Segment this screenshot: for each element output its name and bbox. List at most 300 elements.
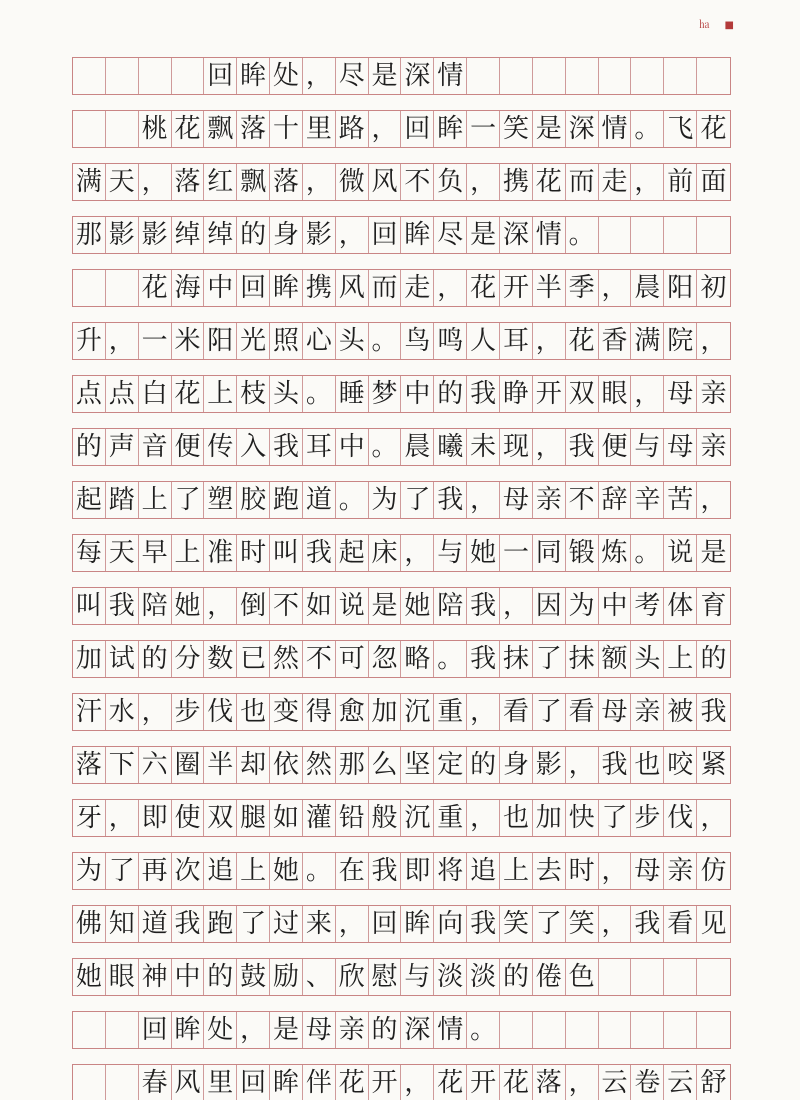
- grid-cell: 半: [204, 747, 237, 783]
- grid-cell: 风: [336, 270, 369, 306]
- grid-cell: 淡: [467, 959, 500, 995]
- grid-cell: 枝: [237, 376, 270, 412]
- grid-cell: 处: [204, 1012, 237, 1048]
- grid-cell: 那: [73, 217, 106, 253]
- grid-cell: 花: [336, 1065, 369, 1100]
- grid-cell: 追: [204, 853, 237, 889]
- grid-cell: 那: [336, 747, 369, 783]
- grid-cell: 一: [500, 535, 533, 571]
- grid-cell: 我: [467, 906, 500, 942]
- grid-cell: [106, 1065, 139, 1100]
- grid-cell: 也: [631, 747, 664, 783]
- grid-cell: 慰: [369, 959, 402, 995]
- grid-cell: 神: [139, 959, 172, 995]
- grid-cell: 咬: [664, 747, 697, 783]
- grid-cell: 中: [204, 270, 237, 306]
- grid-cell: 为: [566, 588, 599, 624]
- grid-cell: 抹: [500, 641, 533, 677]
- grid-cell: 笑: [566, 906, 599, 942]
- grid-cell: 额: [599, 641, 632, 677]
- grid-cell: 踏: [106, 482, 139, 518]
- grid-cell: 开: [369, 1065, 402, 1100]
- grid-cell: 情: [599, 111, 632, 147]
- grid-cell: 再: [139, 853, 172, 889]
- grid-cell: 海: [172, 270, 205, 306]
- grid-cell: 。: [631, 535, 664, 571]
- grid-cell: 初: [700, 273, 727, 303]
- grid-cell: 了: [237, 906, 270, 942]
- grid-cell: 抹: [566, 641, 599, 677]
- grid-cell: 眸: [401, 217, 434, 253]
- grid-cell: 身: [500, 747, 533, 783]
- grid-cell: ，: [631, 376, 664, 412]
- grid-cell: 加: [369, 694, 402, 730]
- grid-cell: ，: [139, 694, 172, 730]
- grid-cell: 时: [566, 853, 599, 889]
- grid-cell: 。: [467, 1012, 500, 1048]
- grid-cell: 云: [664, 1065, 697, 1100]
- grid-cell: 双: [204, 800, 237, 836]
- grid-cell: 上: [172, 535, 205, 571]
- grid-cell: 我: [369, 853, 402, 889]
- grid-cell: 然: [270, 641, 303, 677]
- grid-cell: 鸟: [401, 323, 434, 359]
- grid-cell: 的: [500, 959, 533, 995]
- grid-cell: ，: [533, 323, 566, 359]
- grid-cell: 半: [533, 270, 566, 306]
- grid-cell: 眼: [599, 376, 632, 412]
- grid-cell: 季: [566, 270, 599, 306]
- grid-cell: 眸: [237, 58, 270, 94]
- grid-cell: 影: [533, 747, 566, 783]
- grid-cell: 牙: [73, 800, 106, 836]
- grid-cell: 花: [500, 1065, 533, 1100]
- grid-cell: [697, 58, 730, 94]
- grid-row: [72, 693, 731, 731]
- grid-cell: 便: [172, 429, 205, 465]
- grid-cell: 与: [434, 535, 467, 571]
- grid-cell: 分: [172, 641, 205, 677]
- grid-row: [72, 163, 731, 201]
- grid-cell: 却: [237, 747, 270, 783]
- grid-cell: [599, 1012, 632, 1048]
- grid-cell: 晨: [631, 270, 664, 306]
- grid-cell: [533, 58, 566, 94]
- grid-cell: 中: [172, 959, 205, 995]
- grid-cell: ，: [369, 111, 402, 147]
- grid-cell: 苦: [664, 482, 697, 518]
- grid-cell: [106, 1012, 139, 1048]
- grid-cell: 深: [401, 1012, 434, 1048]
- grid-cell: 尽: [336, 58, 369, 94]
- grid-cell: [73, 58, 106, 94]
- grid-cell: 的: [434, 376, 467, 412]
- grid-cell: 么: [369, 747, 402, 783]
- grid-cell: 六: [139, 747, 172, 783]
- grid-cell: 因: [533, 588, 566, 624]
- grid-cell: 回: [369, 906, 402, 942]
- grid-cell: 她: [401, 588, 434, 624]
- grid-cell: 汗: [73, 694, 106, 730]
- grid-cell: 里: [204, 1065, 237, 1100]
- grid-row: [72, 852, 731, 890]
- grid-cell: 母: [303, 1012, 336, 1048]
- grid-row: [72, 57, 731, 95]
- grid-cell: ，: [139, 164, 172, 200]
- grid-cell: 一: [467, 111, 500, 147]
- grid-cell: 走: [599, 164, 632, 200]
- grid-cell: 点: [73, 376, 106, 412]
- grid-cell: 心: [303, 323, 336, 359]
- grid-cell: 而: [369, 270, 402, 306]
- grid-cell: 睁: [500, 376, 533, 412]
- grid-cell: 我: [599, 747, 632, 783]
- grid-row: [72, 428, 731, 466]
- grid-cell: 耳: [303, 429, 336, 465]
- grid-cell: 说: [664, 535, 697, 571]
- grid-cell: 回: [369, 217, 402, 253]
- grid-cell: 般: [369, 800, 402, 836]
- grid-cell: 道: [139, 906, 172, 942]
- grid-cell: 次: [172, 853, 205, 889]
- grid-cell: 花: [172, 111, 205, 147]
- grid-cell: 励: [270, 959, 303, 995]
- grid-cell: 看: [664, 906, 697, 942]
- grid-cell: 淡: [434, 959, 467, 995]
- grid-cell: [566, 58, 599, 94]
- grid-cell: 不: [270, 588, 303, 624]
- grid-cell: 塑: [204, 482, 237, 518]
- grid-cell: 倒: [237, 588, 270, 624]
- grid-cell: 仿: [700, 856, 727, 886]
- grid-cell: 路: [336, 111, 369, 147]
- grid-cell: [73, 270, 106, 306]
- grid-row: [72, 534, 731, 572]
- grid-cell: 愈: [336, 694, 369, 730]
- grid-cell: 她: [467, 535, 500, 571]
- grid-cell: 是: [700, 538, 727, 568]
- grid-cell: ，: [467, 164, 500, 200]
- grid-cell: 可: [336, 641, 369, 677]
- grid-cell: 头: [336, 323, 369, 359]
- grid-row: [72, 746, 731, 784]
- grid-cell: 我: [566, 429, 599, 465]
- grid-cell: [631, 217, 664, 253]
- grid-cell: 炼: [599, 535, 632, 571]
- grid-cell: 卷: [631, 1065, 664, 1100]
- grid-cell: 体: [664, 588, 697, 624]
- grid-cell: 我: [631, 906, 664, 942]
- grid-cell: 中: [336, 429, 369, 465]
- grid-cell: 佛: [73, 906, 106, 942]
- grid-cell: 梦: [369, 376, 402, 412]
- grid-cell: 定: [434, 747, 467, 783]
- grid-cell: 花: [139, 270, 172, 306]
- grid-cell: 落: [73, 747, 106, 783]
- grid-cell: 说: [336, 588, 369, 624]
- grid-row: [72, 587, 731, 625]
- grid-cell: 沉: [401, 694, 434, 730]
- grid-cell: 了: [533, 694, 566, 730]
- grid-cell: 鸣: [434, 323, 467, 359]
- grid-cell: 母: [631, 853, 664, 889]
- grid-cell: [467, 58, 500, 94]
- grid-cell: 母: [664, 376, 697, 412]
- grid-cell: 头: [270, 376, 303, 412]
- grid-cell: [566, 1012, 599, 1048]
- grid-cell: [106, 111, 139, 147]
- grid-cell: 锻: [566, 535, 599, 571]
- grid-cell: 倦: [533, 959, 566, 995]
- grid-cell: 欣: [336, 959, 369, 995]
- grid-cell: 。: [369, 429, 402, 465]
- grid-cell: 为: [369, 482, 402, 518]
- grid-cell: 风: [172, 1065, 205, 1100]
- grid-cell: 陪: [434, 588, 467, 624]
- grid-cell: 花: [566, 323, 599, 359]
- grid-cell: 我: [270, 429, 303, 465]
- grid-cell: 眸: [434, 111, 467, 147]
- grid-cell: 跑: [204, 906, 237, 942]
- grid-cell: 未: [467, 429, 500, 465]
- grid-cell: 我: [172, 906, 205, 942]
- grid-cell: [631, 1012, 664, 1048]
- grid-cell: 满: [631, 323, 664, 359]
- manuscript-grid: [72, 57, 731, 1100]
- grid-cell: ，: [467, 694, 500, 730]
- grid-cell: 花: [533, 164, 566, 200]
- grid-cell: 回: [139, 1012, 172, 1048]
- grid-cell: ，: [401, 535, 434, 571]
- grid-cell: 育: [700, 591, 727, 621]
- grid-cell: 携: [303, 270, 336, 306]
- grid-cell: 下: [106, 747, 139, 783]
- grid-cell: ，: [566, 747, 599, 783]
- grid-cell: 的: [467, 747, 500, 783]
- grid-cell: 尽: [434, 217, 467, 253]
- grid-cell: 灌: [303, 800, 336, 836]
- grid-cell: 我: [467, 376, 500, 412]
- grid-cell: 我: [106, 588, 139, 624]
- grid-cell: [73, 1065, 106, 1100]
- grid-cell: 在: [336, 853, 369, 889]
- grid-cell: 也: [237, 694, 270, 730]
- grid-cell: 身: [270, 217, 303, 253]
- grid-cell: 了: [599, 800, 632, 836]
- grid-cell: 跑: [270, 482, 303, 518]
- grid-cell: 变: [270, 694, 303, 730]
- grid-cell: 了: [533, 906, 566, 942]
- grid-cell: 即: [139, 800, 172, 836]
- grid-cell: 院: [664, 323, 697, 359]
- grid-cell: ，: [401, 1065, 434, 1100]
- grid-cell: 眸: [401, 906, 434, 942]
- grid-cell: ，: [700, 326, 727, 356]
- grid-cell: 影: [106, 217, 139, 253]
- grid-cell: 头: [631, 641, 664, 677]
- grid-cell: 叫: [270, 535, 303, 571]
- grid-cell: 早: [139, 535, 172, 571]
- grid-cell: [697, 1012, 730, 1048]
- grid-cell: 里: [303, 111, 336, 147]
- grid-cell: 。: [566, 217, 599, 253]
- grid-cell: 不: [566, 482, 599, 518]
- grid-cell: 叫: [73, 588, 106, 624]
- grid-cell: 辛: [631, 482, 664, 518]
- grid-cell: [697, 217, 730, 253]
- grid-cell: ，: [599, 853, 632, 889]
- grid-cell: 传: [204, 429, 237, 465]
- grid-cell: 伐: [664, 800, 697, 836]
- grid-cell: [599, 217, 632, 253]
- grid-cell: 上: [204, 376, 237, 412]
- grid-cell: 亲: [336, 1012, 369, 1048]
- grid-cell: 与: [401, 959, 434, 995]
- grid-cell: 风: [369, 164, 402, 200]
- grid-cell: 白: [139, 376, 172, 412]
- grid-cell: ，: [303, 164, 336, 200]
- grid-cell: 米: [172, 323, 205, 359]
- grid-cell: 我: [467, 641, 500, 677]
- grid-cell: 知: [106, 906, 139, 942]
- grid-cell: 坚: [401, 747, 434, 783]
- grid-cell: 追: [467, 853, 500, 889]
- grid-cell: ，: [500, 588, 533, 624]
- grid-cell: 天: [106, 535, 139, 571]
- grid-cell: 满: [73, 164, 106, 200]
- grid-cell: 升: [73, 323, 106, 359]
- grid-cell: 试: [106, 641, 139, 677]
- grid-cell: 我: [700, 697, 727, 727]
- grid-cell: ，: [303, 58, 336, 94]
- grid-cell: 。: [303, 853, 336, 889]
- grid-cell: 是: [467, 217, 500, 253]
- grid-cell: 中: [599, 588, 632, 624]
- grid-cell: 上: [664, 641, 697, 677]
- grid-cell: 为: [73, 853, 106, 889]
- grid-cell: ，: [599, 270, 632, 306]
- grid-cell: 携: [500, 164, 533, 200]
- grid-cell: 看: [500, 694, 533, 730]
- grid-cell: 花: [434, 1065, 467, 1100]
- grid-row: [72, 799, 731, 837]
- grid-cell: 开: [500, 270, 533, 306]
- grid-row: [72, 640, 731, 678]
- grid-cell: ，: [700, 803, 727, 833]
- grid-cell: 眸: [270, 1065, 303, 1100]
- grid-cell: ，: [106, 323, 139, 359]
- grid-cell: 入: [237, 429, 270, 465]
- grid-cell: 上: [237, 853, 270, 889]
- grid-cell: 被: [664, 694, 697, 730]
- grid-cell: 飘: [237, 164, 270, 200]
- grid-cell: 一: [139, 323, 172, 359]
- grid-cell: 忽: [369, 641, 402, 677]
- grid-cell: 紧: [700, 750, 727, 780]
- grid-cell: 飘: [204, 111, 237, 147]
- grid-cell: 阳: [204, 323, 237, 359]
- grid-cell: 伐: [204, 694, 237, 730]
- grid-cell: 她: [270, 853, 303, 889]
- grid-cell: ，: [434, 270, 467, 306]
- grid-cell: 声: [106, 429, 139, 465]
- grid-cell: [106, 270, 139, 306]
- grid-cell: 落: [270, 164, 303, 200]
- grid-cell: 前: [664, 164, 697, 200]
- grid-cell: 沉: [401, 800, 434, 836]
- grid-row: [72, 269, 731, 307]
- grid-cell: 床: [369, 535, 402, 571]
- grid-cell: 深: [500, 217, 533, 253]
- grid-cell: ，: [566, 1065, 599, 1100]
- grid-cell: 她: [172, 588, 205, 624]
- grid-cell: 陪: [139, 588, 172, 624]
- grid-cell: 腿: [237, 800, 270, 836]
- grid-cell: 。: [336, 482, 369, 518]
- grid-cell: 看: [566, 694, 599, 730]
- grid-cell: 阳: [664, 270, 697, 306]
- grid-cell: 光: [237, 323, 270, 359]
- grid-cell: 笑: [500, 111, 533, 147]
- grid-cell: [73, 111, 106, 147]
- grid-cell: 的: [204, 959, 237, 995]
- grid-cell: 起: [73, 482, 106, 518]
- grid-cell: 是: [270, 1012, 303, 1048]
- grid-row: [72, 1011, 731, 1049]
- grid-cell: 落: [237, 111, 270, 147]
- grid-cell: 笑: [500, 906, 533, 942]
- grid-cell: ，: [533, 429, 566, 465]
- grid-row: [72, 481, 731, 519]
- grid-cell: ，: [700, 485, 727, 515]
- grid-cell: 她: [73, 959, 106, 995]
- grid-cell: ，: [631, 164, 664, 200]
- grid-cell: 亲: [700, 432, 727, 462]
- grid-cell: 依: [270, 747, 303, 783]
- grid-cell: 准: [204, 535, 237, 571]
- grid-cell: [73, 1012, 106, 1048]
- grid-cell: 快: [566, 800, 599, 836]
- grid-cell: 回: [401, 111, 434, 147]
- grid-cell: 与: [631, 429, 664, 465]
- grid-cell: [631, 58, 664, 94]
- grid-cell: 的: [369, 1012, 402, 1048]
- grid-cell: [664, 58, 697, 94]
- grid-cell: [664, 217, 697, 253]
- grid-cell: 十: [270, 111, 303, 147]
- grid-cell: [139, 58, 172, 94]
- grid-row: [72, 375, 731, 413]
- grid-cell: 回: [204, 58, 237, 94]
- grid-cell: [500, 58, 533, 94]
- grid-cell: 深: [566, 111, 599, 147]
- grid-cell: 如: [303, 588, 336, 624]
- grid-cell: 起: [336, 535, 369, 571]
- grid-cell: 回: [237, 1065, 270, 1100]
- grid-cell: ，: [237, 1012, 270, 1048]
- grid-cell: 舒: [700, 1067, 727, 1098]
- grid-cell: 天: [106, 164, 139, 200]
- grid-row: [72, 322, 731, 360]
- grid-cell: 中: [401, 376, 434, 412]
- grid-cell: 见: [700, 909, 727, 939]
- grid-cell: 鼓: [237, 959, 270, 995]
- grid-cell: 时: [237, 535, 270, 571]
- grid-cell: 亲: [664, 853, 697, 889]
- grid-cell: 圈: [172, 747, 205, 783]
- grid-cell: 略: [401, 641, 434, 677]
- grid-cell: 的: [73, 429, 106, 465]
